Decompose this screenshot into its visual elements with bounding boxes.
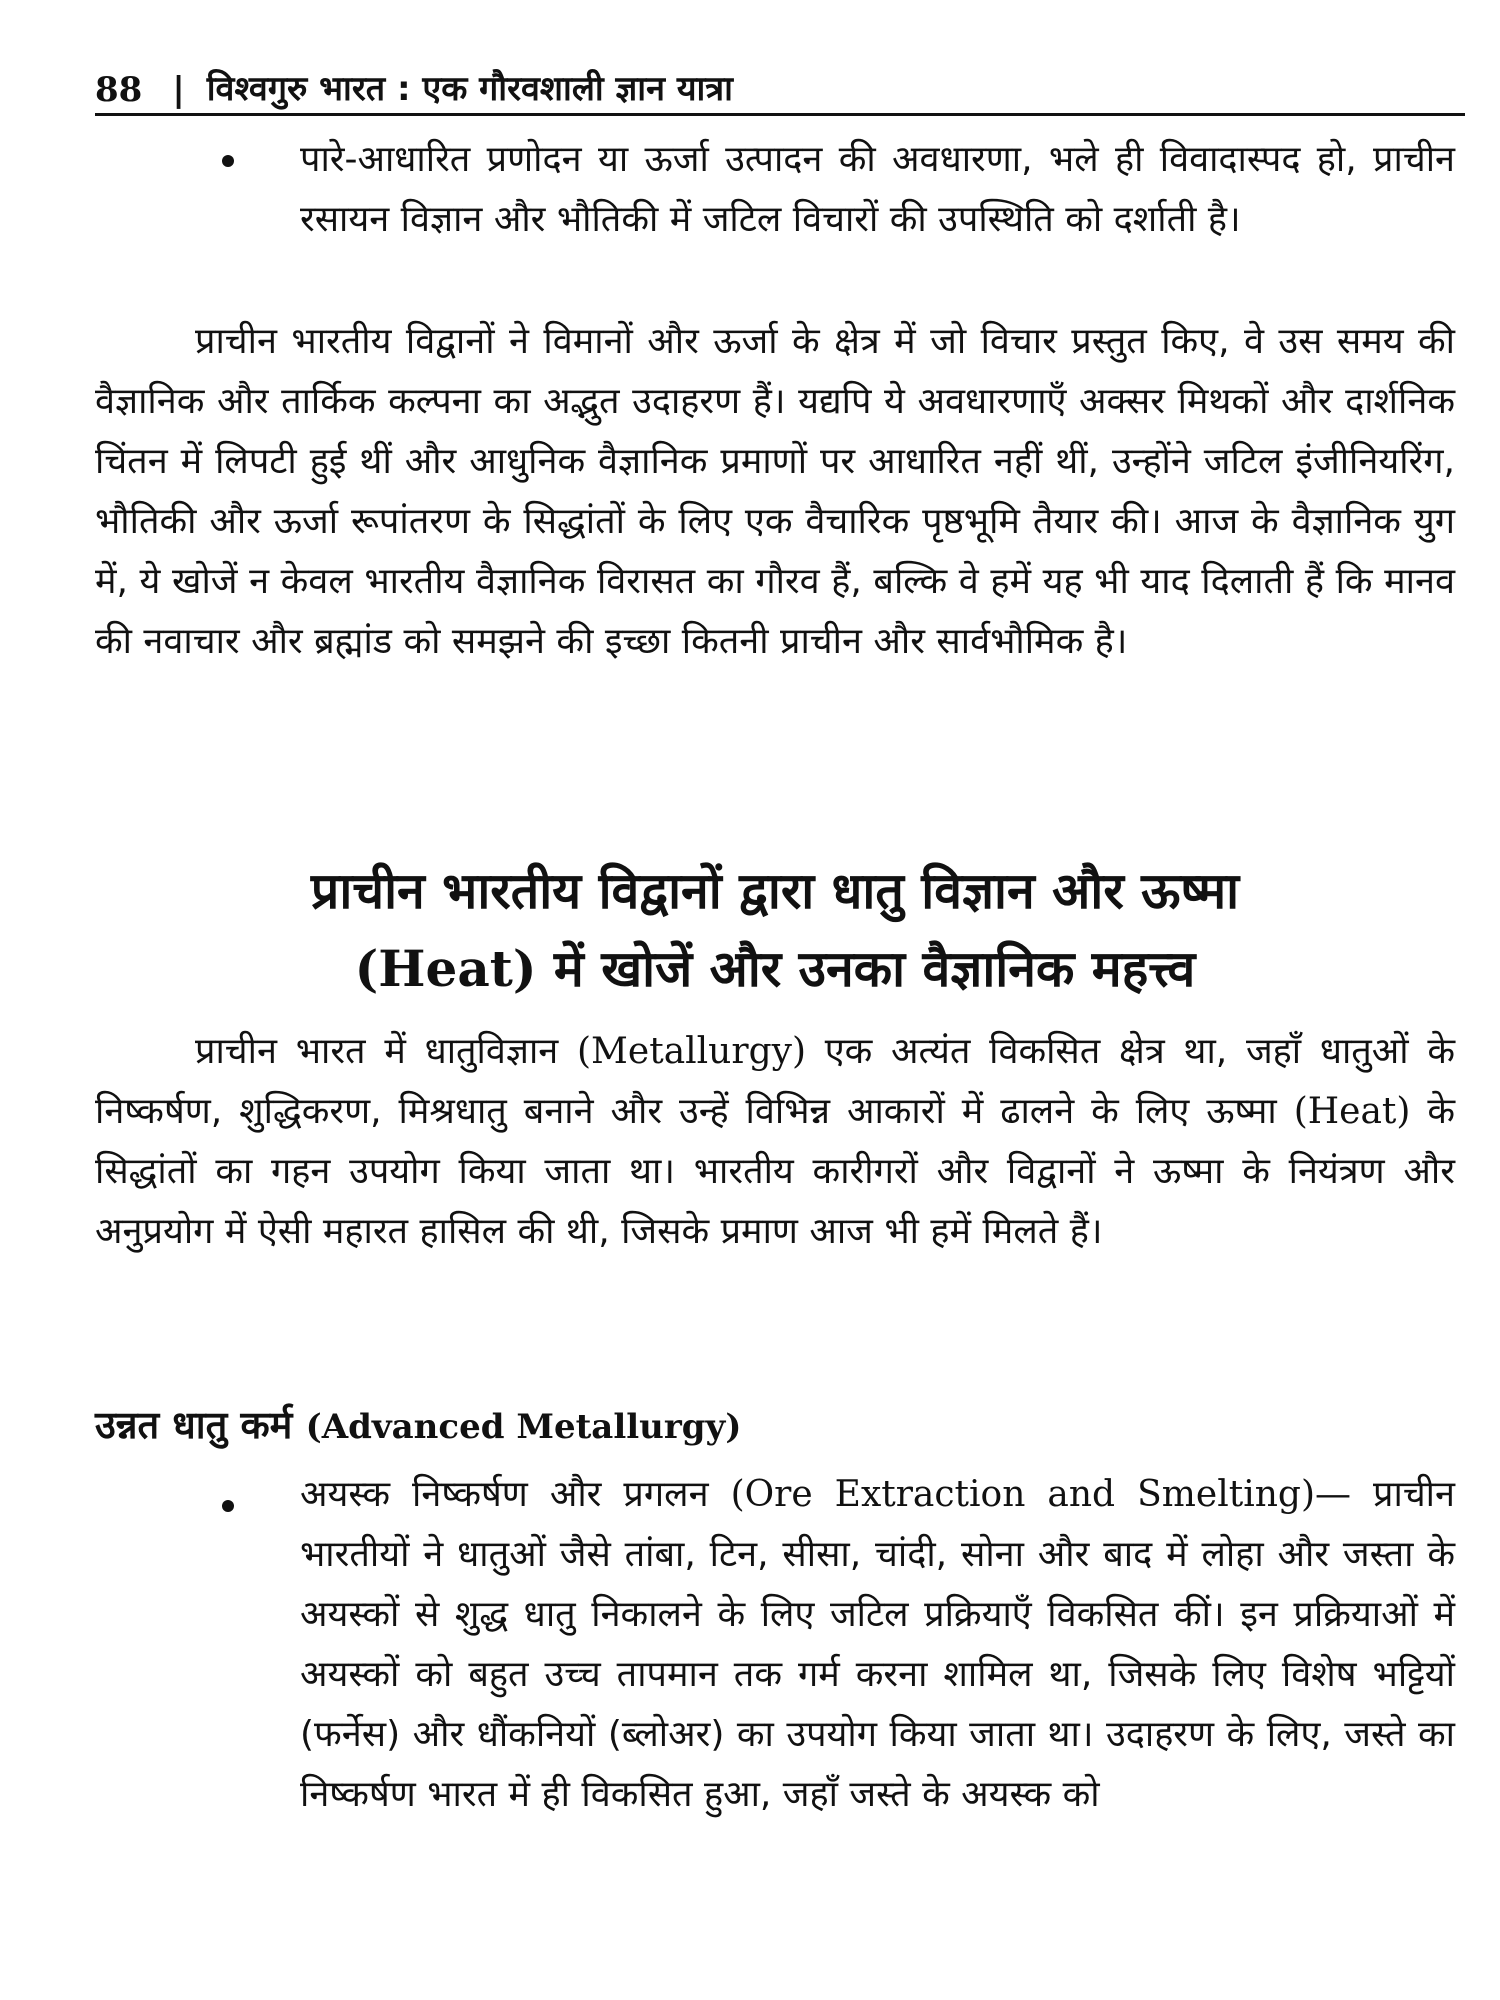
paragraph-metallurgy-text-2: एक अत्यंत विकसित क्षेत्र था, जहाँ धातुओं के निष्कर्षण, शुद्धिकरण, मिश्रधातु बनाने और उन्हें विभिन्न आकारों में ढालने के लिए ऊष्मा: [95, 1031, 1455, 1132]
page-number: 88: [95, 70, 143, 110]
subheading-advanced-metallurgy: [95, 1395, 1455, 1457]
paragraph-metallurgy-text-3: के सिद्धांतों का गहन उपयोग किया जाता था। भारतीय कारीगरों और विद्वानों ने ऊष्मा के नियंत्रण और अनुप्रयोग में ऐसी महारत हासिल की थी, जिसके प्रमाण आज भी हमें मिलते हैं।: [95, 1091, 1456, 1252]
paragraph-metallurgy-text-1: प्राचीन भारत में धातुविज्ञान: [195, 1031, 578, 1072]
section-heading-line1: प्राचीन भारतीय विद्वानों द्वारा धातु विज्ञान और ऊष्मा: [310, 862, 1240, 920]
bullet-item-propulsion: पारे-आधारित प्रणोदन या ऊर्जा उत्पादन की अवधारणा, भले ही विवादास्पद हो, प्राचीन रसायन विज्ञान और भौतिकी में जटिल विचारों की उपस्थिति को दर्शाती है।: [300, 139, 1455, 240]
paragraph-metallurgy-en-1: (Metallurgy): [577, 1031, 807, 1072]
paragraph-metallurgy-en-2: (Heat): [1293, 1091, 1411, 1132]
section-heading-hi: में खोजें और उनका वैज्ञानिक महत्त्व: [536, 940, 1196, 998]
subheading-hi: उन्नत धातु कर्म: [95, 1403, 306, 1447]
section-heading: [95, 852, 1455, 1008]
paragraph-vimana-energy: प्राचीन भारतीय विद्वानों ने विमानों और ऊर्जा के क्षेत्र में जो विचार प्रस्तुत किए, वे उस समय की वैज्ञानिक और तार्किक कल्पना का अद्भुत उदाहरण हैं। यद्यपि ये अवधारणाएँ अक्सर मिथकों और दार्शनिक चिंतन में लिपटी हुई थीं और आधुनिक वैज्ञानिक प्रमाणों पर आधारित नहीं थीं, उन्होंने जटिल इंजीनियरिंग, भौतिकी और ऊर्जा रूपांतरण के सिद्धांतों के लिए एक वैचारिक पृष्ठभूमि तैयार की। आज के वैज्ञानिक युग में, ये खोजें न केवल भारतीय वैज्ञानिक विरासत का गौरव हैं, बल्कि वे हमें यह भी याद दिलाती हैं कि मानव की नवाचार और ब्रह्मांड को समझने की इच्छा कितनी प्राचीन और सार्वभौमिक है।: [95, 321, 1455, 662]
section-heading-en: (Heat): [354, 939, 537, 998]
bullet-icon: [222, 1500, 234, 1512]
paragraph-metallurgy: [95, 1022, 1455, 1262]
header-separator: |: [172, 70, 185, 110]
bullet-item-ore-extraction: [300, 1465, 1455, 1825]
bullet-icon: [222, 155, 234, 167]
running-header: [95, 52, 1465, 110]
book-title: विश्वगुरु भारत : एक गौरवशाली ज्ञान यात्रा: [206, 69, 733, 109]
section-heading-line2: [95, 930, 1455, 1008]
subheading-en: (Advanced Metallurgy): [305, 1407, 742, 1447]
bullet-ore-text-2: प्राचीन भारतीयों ने धातुओं जैसे तांबा, टिन, सीसा, चांदी, सोना और बाद में लोहा और जस्ता के अयस्कों से शुद्ध धातु निकालने के लिए जटिल प्रक्रियाएँ विकसित कीं। इन प्रक्रियाओं में अयस्कों को बहुत उच्च तापमान तक गर्म करना शामिल था, जिसके लिए विशेष भट्टियों (फर्नेस) और धौंकनियों (ब्लोअर) का उपयोग किया जाता था। उदाहरण के लिए, जस्ते का निष्कर्षण भारत में ही विकसित हुआ, जहाँ जस्ते के अयस्क को: [300, 1474, 1455, 1815]
bullet-ore-text-1: अयस्क निष्कर्षण और प्रगलन: [300, 1474, 731, 1515]
header-rule: [95, 113, 1465, 116]
bullet-ore-en: (Ore Extraction and Smelting)—: [730, 1474, 1351, 1515]
